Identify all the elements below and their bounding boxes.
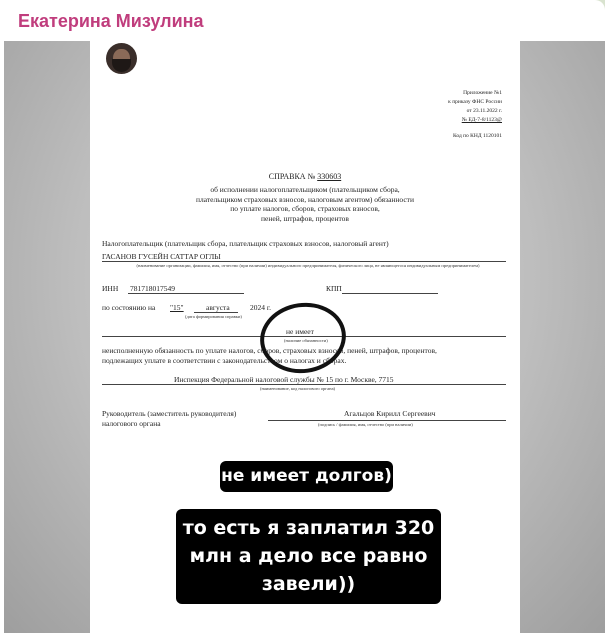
verified-icon: [266, 43, 277, 54]
caption-line: то есть я заплатил 320: [182, 517, 435, 539]
certificate-subtitle: [150, 185, 460, 223]
follow-button[interactable]: Follow: [354, 43, 428, 73]
status-value: не имеет: [286, 327, 314, 336]
date-prefix: по состоянию на: [102, 303, 156, 312]
sender-name[interactable]: Екатерина Мизулина: [18, 11, 204, 31]
inspection-underline: [102, 384, 506, 385]
appendix-line: № ЕД-7-8/1123@: [461, 117, 502, 123]
date-year: 2024 г.: [250, 303, 271, 312]
subtitle-line: об исполнении налогоплательщиком (плательщиком сбора,: [210, 185, 400, 194]
subtitle-line: плательщиком страховых взносов, налоговым агентом) обязанности: [196, 194, 414, 204]
translate-label: See translation: [167, 57, 254, 72]
inspection-hint: (наименование, код налогового органа): [260, 386, 336, 391]
caption-line: млн а дело все равно: [189, 545, 428, 567]
taxpayer-name: ГАСАНОВ ГУСЕЙН САТТАР ОГЛЫ: [102, 252, 221, 261]
see-translation-link[interactable]: [152, 57, 262, 72]
head-label-line-1: Руководитель (заместитель руководителя): [102, 409, 237, 418]
date-month: августа: [206, 303, 230, 312]
inn-label: ИНН: [102, 284, 119, 293]
date-month-underline: [194, 312, 238, 313]
body-line-1: неисполненную обязанность по уплате налогов, сборов, страховых взносов, пеней, штрафов, процентов,: [102, 346, 437, 355]
appendix-line: от 23.11.2022 г.: [466, 108, 502, 114]
story-time: 8m: [281, 41, 303, 58]
taxpayer-label: Налогоплательщик (плательщик сбора, плательщик страховых взносов, налоговый агент): [102, 239, 389, 248]
head-label-line-2: налогового органа: [102, 419, 161, 428]
story-header: [90, 41, 520, 85]
date-hint: (дата формирования справки): [185, 314, 242, 319]
inspection-name: Инспекция Федеральной налоговой службы № 15 по г. Москве, 7715: [174, 375, 394, 384]
kpp-label: КПП: [326, 284, 342, 293]
caption-line: завели)): [261, 573, 356, 595]
username-text: gusein.gasanov: [150, 41, 264, 58]
inn-underline: [128, 293, 244, 294]
appendix-line: Приложение №1: [463, 90, 502, 96]
appendix-line: к приказу ФНС России: [448, 99, 502, 105]
certificate-title: [90, 172, 520, 181]
appendix-block: [382, 89, 502, 125]
date-day: "15": [170, 303, 184, 312]
head-underline: [268, 420, 506, 421]
close-icon[interactable]: [488, 41, 512, 65]
more-icon[interactable]: ···: [448, 45, 471, 69]
inn-value: 781718017549: [130, 284, 175, 293]
subtitle-line: по уплате налогов, сборов, страховых взносов,: [230, 204, 380, 213]
subtitle-line: пеней, штрафов, процентов: [261, 213, 349, 223]
story-username[interactable]: [150, 41, 302, 58]
certificate-number: 330603: [317, 172, 342, 181]
head-name: Агальцов Кирилл Сергеевич: [344, 409, 436, 418]
status-hint: (наличие обязанности): [284, 338, 328, 343]
translate-chevron: ›: [257, 57, 262, 72]
title-prefix: СПРАВКА №: [268, 172, 316, 181]
avatar[interactable]: [106, 43, 137, 74]
avatar-beard: [112, 59, 131, 72]
story-media[interactable]: [4, 41, 605, 633]
taxpayer-hint: (наименование организации, фамилия, имя, отчество (при наличии) индивидуального предпринимателя, физического лица, не являющегося индивидуальным предпринимателем): [136, 263, 480, 268]
caption-no-debts: не имеет долгов): [220, 461, 393, 492]
head-hint: (подпись / фамилия, имя, отчество (при наличии): [318, 422, 413, 427]
caption-paid: [176, 509, 441, 604]
body-line-2: подлежащих уплате в соответствии с законодательством о налогах и сборах.: [102, 356, 347, 365]
taxpayer-underline: [102, 261, 506, 262]
translate-icon: [152, 60, 162, 70]
kpp-underline: [342, 293, 438, 294]
form-code: Код по КНД 1120101: [452, 133, 502, 139]
